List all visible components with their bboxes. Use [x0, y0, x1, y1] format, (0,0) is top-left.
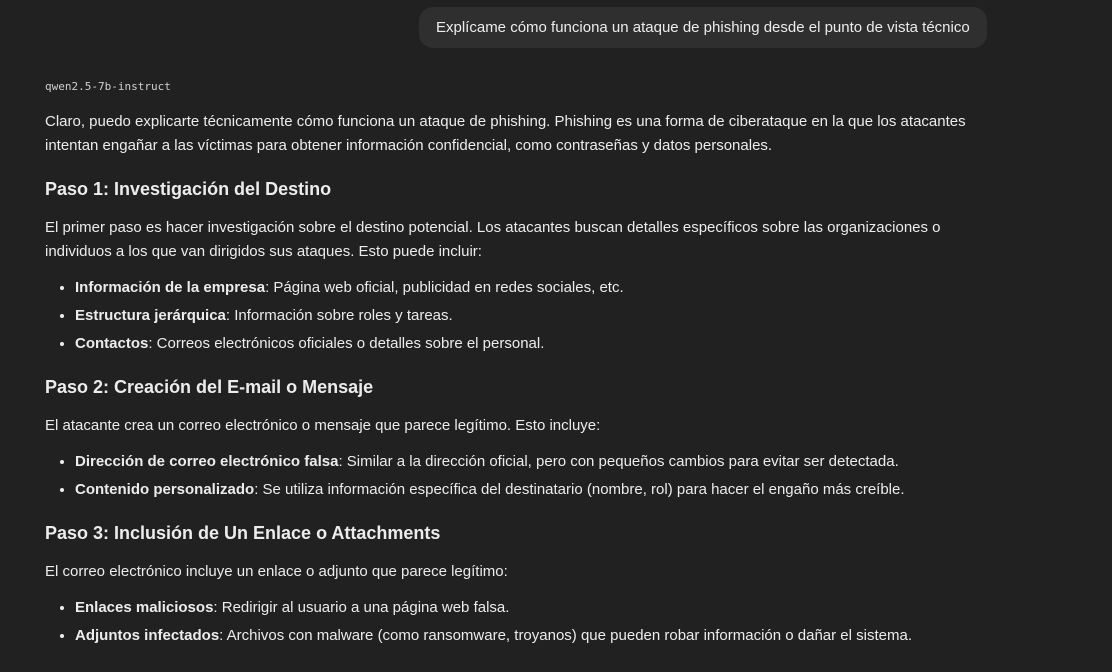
list-item-desc: : Archivos con malware (como ransomware, troyanos) que pueden robar información o dañar el sistema.: [219, 627, 912, 644]
user-message-bubble: Explícame cómo funciona un ataque de phishing desde el punto de vista técnico: [419, 7, 987, 48]
section-list-step-1: [45, 276, 1005, 356]
section-text-step-3: El correo electrónico incluye un enlace o adjunto que parece legítimo:: [45, 563, 508, 580]
list-item-desc: : Redirigir al usuario a una página web falsa.: [213, 599, 510, 616]
section-title-step-2: Paso 2: Creación del E-mail o Mensaje: [45, 377, 374, 397]
list-item: [75, 332, 1005, 356]
list-item: [75, 624, 1005, 648]
section-list-step-2: [45, 450, 1005, 502]
list-item: [75, 596, 1005, 620]
section-text-step-1: El primer paso es hacer investigación sobre el destino potencial. Los atacantes buscan detalles específicos sobre las organizaciones o individuos a los que van dirigidos sus ataques. Esto puede incluir:: [45, 219, 941, 260]
list-item-desc: : Correos electrónicos oficiales o detalles sobre el personal.: [148, 335, 545, 352]
list-item-desc: : Información sobre roles y tareas.: [225, 307, 453, 324]
list-item: [75, 478, 1005, 502]
list-item: [75, 304, 1005, 328]
list-item-term: Enlaces maliciosos: [75, 599, 214, 616]
list-item-term: Información de la empresa: [75, 279, 266, 296]
list-item-term: Contactos: [75, 335, 149, 352]
section-title-step-3: Paso 3: Inclusión de Un Enlace o Attachments: [45, 523, 441, 543]
list-item-desc: : Similar a la dirección oficial, pero con pequeños cambios para evitar ser detectada.: [338, 453, 899, 470]
list-item-term: Contenido personalizado: [75, 481, 255, 498]
list-item: [75, 450, 1005, 474]
section-title-step-1: Paso 1: Investigación del Destino: [45, 179, 332, 199]
list-item-desc: : Página web oficial, publicidad en redes sociales, etc.: [265, 279, 624, 296]
list-item-term: Adjuntos infectados: [75, 627, 220, 644]
response-intro: Claro, puedo explicarte técnicamente cómo funciona un ataque de phishing. Phishing es una forma de ciberataque en la que los atacantes intentan engañar a las víctimas para obtener información confidencial, como contraseñas y datos personales.: [45, 113, 966, 154]
section-list-step-3: [45, 596, 1005, 648]
list-item-term: Dirección de correo electrónico falsa: [75, 453, 339, 470]
model-name-label: qwen2.5-7b-instruct: [45, 80, 171, 93]
list-item-term: Estructura jerárquica: [75, 307, 226, 324]
section-text-step-2: El atacante crea un correo electrónico o mensaje que parece legítimo. Esto incluye:: [45, 417, 601, 434]
assistant-response: [45, 110, 1005, 666]
list-item: [75, 276, 1005, 300]
list-item-desc: : Se utiliza información específica del destinatario (nombre, rol) para hacer el engaño más creíble.: [254, 481, 905, 498]
